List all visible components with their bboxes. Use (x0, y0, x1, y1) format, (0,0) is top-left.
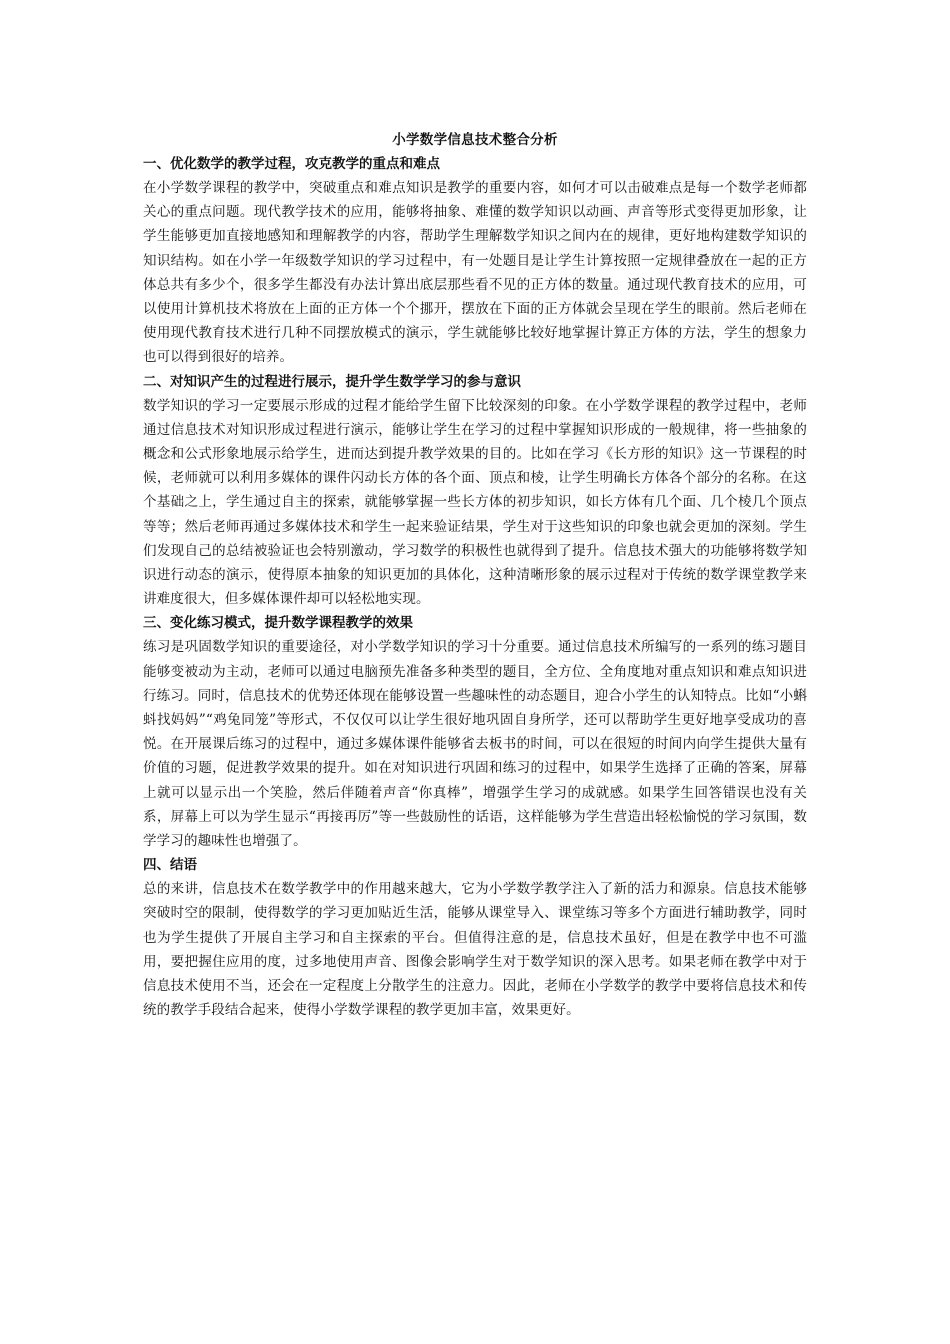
body-paragraph: 在小学数学课程的教学中，突破重点和难点知识是教学的重要内容，如何才可以击破难点是每一个数学老师都关心的重点问题。现代教学技术的应用，能够将抽象、难懂的数学知识以动画、声音等形式变得更加形象，让学生能够更加直接地感知和理解教学的内容，帮助学生理解数学知识之间内在的规律，更好地构建数学知识的知识结构。如在小学一年级数学知识的学习过程中，有一处题目是让学生计算按照一定规律叠放在一起的正方体总共有多少个，很多学生都没有办法计算出底层那些看不见的正方体的数量。通过现代教育技术的应用，可以使用计算机技术将放在上面的正方体一个个挪开，摆放在下面的正方体就会呈现在学生的眼前。然后老师在使用现代教育技术进行几种不同摆放模式的演示，学生就能够比较好地掌握计算正方体的方法，学生的想象力也可以得到很好的培养。 (143, 180, 807, 366)
section-heading: 二、对知识产生的过程进行展示，提升学生数学学习的参与意识 (143, 373, 521, 390)
section-4 (143, 853, 807, 1022)
body-paragraph: 练习是巩固数学知识的重要途径，对小学数学知识的学习十分重要。通过信息技术所编写的一系列的练习题目能够变被动为主动，老师可以通过电脑预先准备多种类型的题目，全方位、全角度地对重点知识和难点知识进行练习。同时，信息技术的优势还体现在能够设置一些趣味性的动态题目，迎合小学生的认知特点。比如“小蝌蚪找妈妈”“鸡兔同笼”等形式，不仅仅可以让学生很好地巩固自身所学，还可以帮助学生更好地享受成功的喜悦。在开展课后练习的过程中，通过多媒体课件能够省去板书的时间，可以在很短的时间内向学生提供大量有价值的习题，促进教学效果的提升。如在对知识进行巩固和练习的过程中，如果学生选择了正确的答案，屏幕上就可以显示出一个笑脸，然后伴随着声音“你真棒”，增强学生学习的成就感。如果学生回答错误也没有关系，屏幕上可以为学生显示“再接再厉”等一些鼓励性的话语，这样能够为学生营造出轻松愉悦的学习氛围，数学学习的趣味性也增强了。 (143, 639, 807, 850)
section-heading: 一、优化数学的教学过程，攻克教学的重点和难点 (143, 156, 440, 172)
section-heading: 四、结语 (143, 857, 197, 874)
section-2 (143, 370, 807, 612)
section-3 (143, 611, 807, 853)
document-page (143, 130, 807, 1023)
section-1 (143, 152, 807, 370)
body-paragraph: 数学知识的学习一定要展示形成的过程才能给学生留下比较深刻的印象。在小学数学课程的教学过程中，老师通过信息技术对知识形成过程进行演示，能够让学生在学习的过程中掌握知识形成的一般规律，将一些抽象的概念和公式形象地展示给学生，进而达到提升教学效果的目的。比如在学习《长方形的知识》这一节课程的时候，老师就可以利用多媒体的课件闪动长方体的各个面、顶点和棱，让学生明确长方体各个部分的名称。在这个基础之上，学生通过自主的探索，就能够掌握一些长方体的初步知识，如长方体有几个面、几个棱几个顶点等等；然后老师再通过多媒体技术和学生一起来验证结果，学生对于这些知识的印象也就会更加的深刻。学生们发现自己的总结被验证也会特别激动，学习数学的积极性也就得到了提升。信息技术强大的功能够将数学知识进行动态的演示，使得原本抽象的知识更加的具体化，这种清晰形象的展示过程对于传统的数学课堂教学来讲难度很大，但多媒体课件却可以轻松地实现。 (143, 397, 807, 608)
section-heading: 三、变化练习模式，提升数学课程教学的效果 (143, 615, 413, 632)
body-paragraph: 总的来讲，信息技术在数学教学中的作用越来越大，它为小学数学教学注入了新的活力和源泉。信息技术能够突破时空的限制，使得数学的学习更加贴近生活，能够从课堂导入、课堂练习等多个方面进行辅助教学，同时也为学生提供了开展自主学习和自主探索的平台。但值得注意的是，信息技术虽好，但是在教学中也不可滥用，要把握住应用的度，过多地使用声音、图像会影响学生对于数学知识的深入思考。如果老师在教学中对于信息技术使用不当，还会在一定程度上分散学生的注意力。因此，老师在小学数学的教学中要将信息技术和传统的教学手段结合起来，使得小学数学课程的教学更加丰富，效果更好。 (143, 881, 807, 1019)
document-title: 小学数学信息技术整合分析 (392, 132, 558, 148)
